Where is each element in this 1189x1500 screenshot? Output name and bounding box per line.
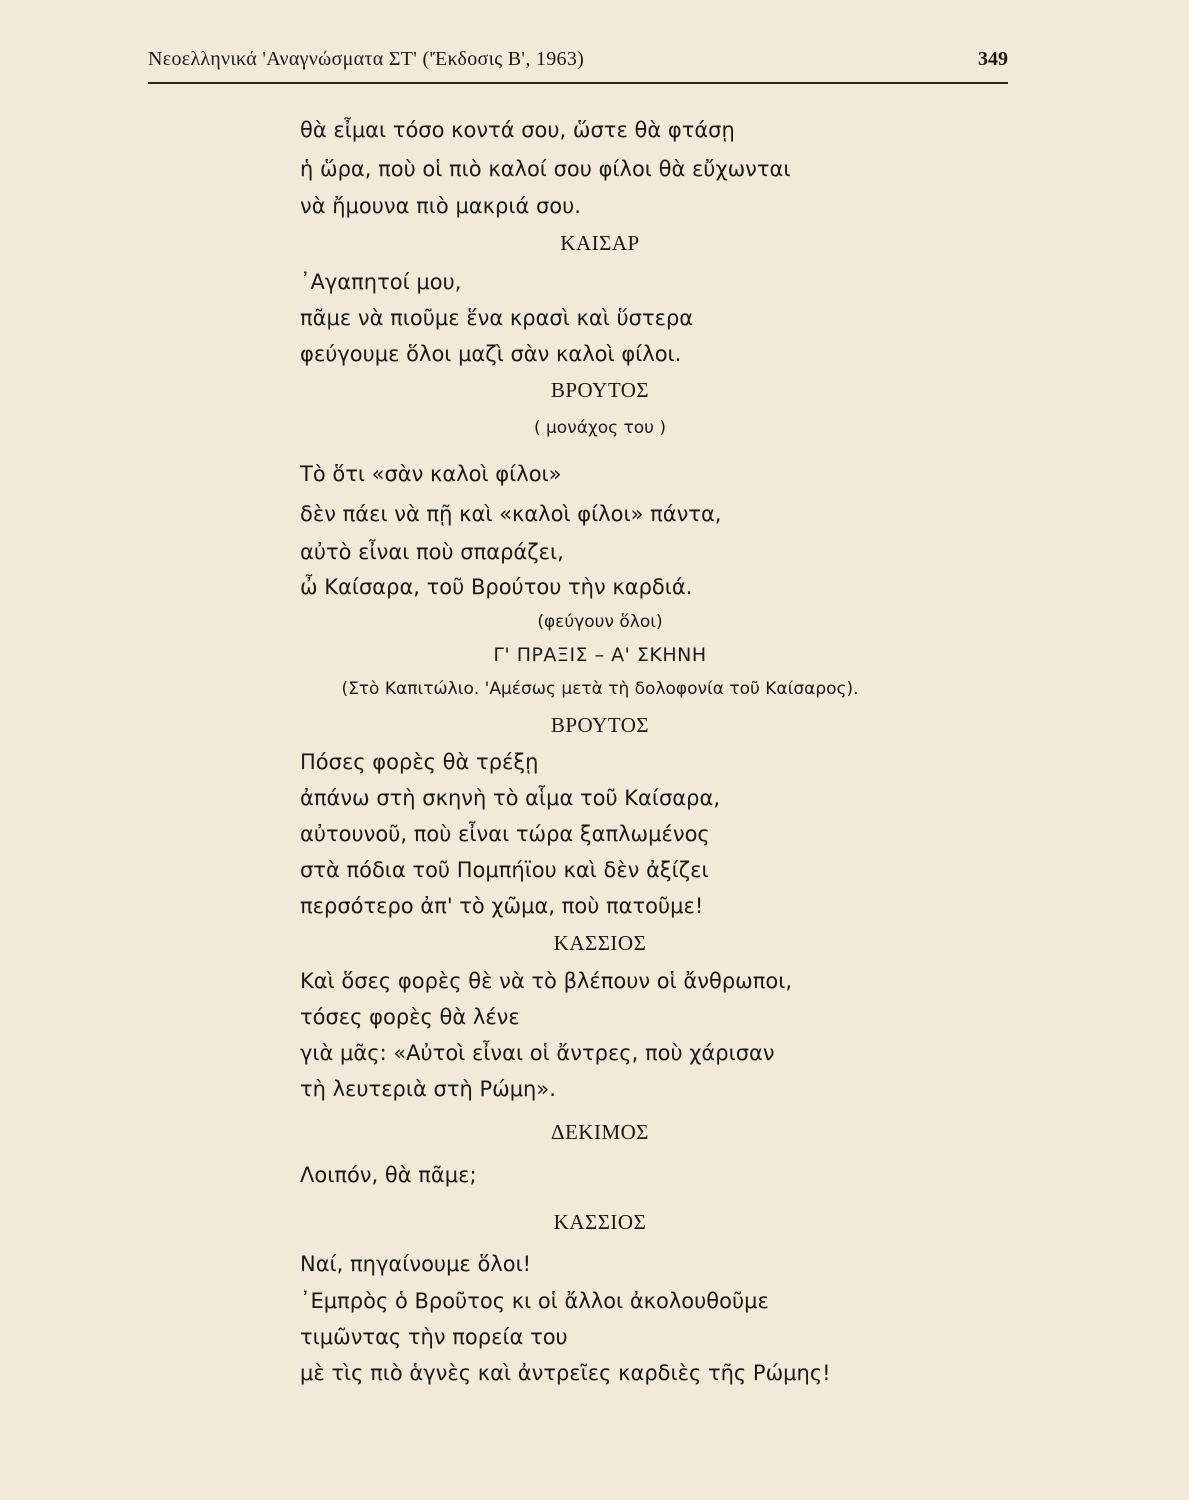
verse-line: πᾶμε νὰ πιοῦμε ἕνα κρασὶ καὶ ὕστερα — [300, 306, 694, 330]
verse-line: Ναί, πηγαίνουμε ὅλοι! — [300, 1252, 532, 1276]
running-header — [148, 46, 1008, 76]
verse-line: περσότερο ἀπ' τὸ χῶμα, ποὺ πατοῦμε! — [300, 894, 704, 918]
verse-line: ἡ ὥρα, ποὺ οἱ πιὸ καλοί σου φίλοι θὰ εὔχωνται — [300, 157, 791, 181]
verse-line: νὰ ἤμουνα πιὸ μακριά σου. — [300, 194, 581, 218]
verse-line: θὰ εἶμαι τόσο κοντά σου, ὥστε θὰ φτάσῃ — [300, 118, 735, 142]
verse-line: Καὶ ὅσες φορὲς θὲ νὰ τὸ βλέπουν οἱ ἄνθρωποι, — [300, 969, 793, 993]
verse-line: ᾿Εμπρὸς ὁ Βροῦτος κι οἱ ἄλλοι ἀκολουθοῦμε — [300, 1289, 769, 1313]
speaker-name: ΔΕΚΙΜΟΣ — [550, 1120, 650, 1144]
page-number: 349 — [978, 48, 1008, 70]
stage-direction: ( μονάχος του ) — [533, 418, 667, 438]
act-scene-heading: Γ' ΠΡΑΞΙΣ – Α' ΣΚΗΝΗ — [493, 644, 707, 666]
verse-line: Τὸ ὅτι «σὰν καλοὶ φίλοι» — [300, 462, 562, 486]
speaker-name: ΒΡΟΥΤΟΣ — [550, 713, 650, 737]
verse-line: Πόσες φορὲς θὰ τρέξῃ — [300, 750, 539, 774]
verse-line: Λοιπόν, θὰ πᾶμε; — [300, 1163, 477, 1187]
stage-direction: (Στὸ Καπιτώλιο. 'Αμέσως μετὰ τὴ δολοφονία τοῦ Καίσαρος). — [341, 679, 859, 699]
speaker-name: ΚΑΣΣΙΟΣ — [553, 1210, 647, 1234]
verse-line: φεύγουμε ὅλοι μαζὶ σὰν καλοὶ φίλοι. — [300, 342, 682, 366]
verse-line: ᾿Αγαπητοί μου, — [300, 270, 462, 294]
verse-line: αὐτουνοῦ, ποὺ εἶναι τώρα ξαπλωμένος — [300, 822, 710, 846]
verse-line: μὲ τὶς πιὸ ἁγνὲς καὶ ἀντρεῖες καρδιὲς τῆς Ρώμης! — [300, 1361, 831, 1385]
verse-line: ἀπάνω στὴ σκηνὴ τὸ αἷμα τοῦ Καίσαρα, — [300, 786, 720, 810]
verse-line: τόσες φορὲς θὰ λένε — [300, 1005, 520, 1029]
verse-line: αὐτὸ εἶναι ποὺ σπαράζει, — [300, 540, 564, 564]
stage-direction: (φεύγουν ὅλοι) — [537, 612, 663, 632]
verse-line: ὦ Καίσαρα, τοῦ Βρούτου τὴν καρδιά. — [300, 575, 693, 599]
speaker-name: ΚΑΙΣΑΡ — [560, 231, 640, 255]
verse-line: γιὰ μᾶς: «Αὐτοὶ εἶναι οἱ ἄντρες, ποὺ χάρισαν — [300, 1041, 775, 1065]
speaker-name: ΚΑΣΣΙΟΣ — [553, 931, 647, 955]
verse-line: τιμῶντας τὴν πορεία του — [300, 1325, 568, 1349]
speaker-name: ΒΡΟΥΤΟΣ — [550, 378, 650, 402]
verse-line: στὰ πόδια τοῦ Πομπήϊου καὶ δὲν ἀξίζει — [300, 858, 709, 882]
header-title: Νεοελληνικά 'Αναγνώσματα ΣΤ' ('Έκδοσις Β', 1963) — [148, 48, 585, 70]
verse-line: δὲν πάει νὰ πῇ καὶ «καλοὶ φίλοι» πάντα, — [300, 502, 722, 526]
verse-line: τὴ λευτεριὰ στὴ Ρώμη». — [300, 1077, 556, 1101]
header-rule — [148, 82, 1008, 84]
